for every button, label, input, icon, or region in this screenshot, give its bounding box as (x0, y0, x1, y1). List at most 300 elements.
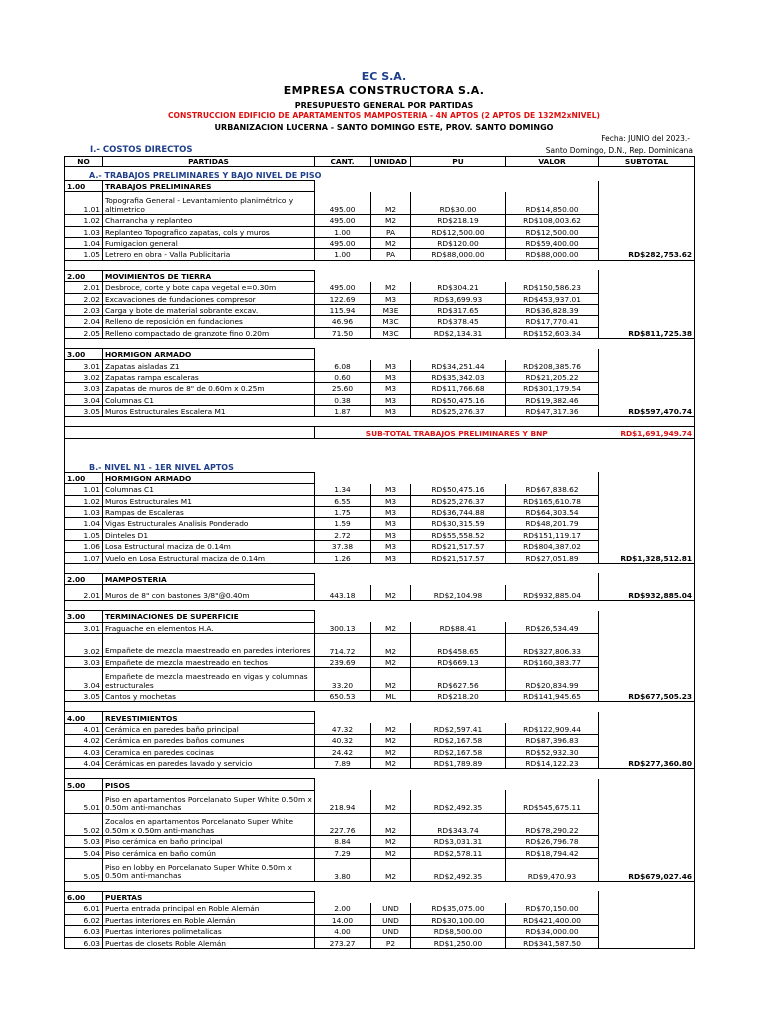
item-unit: M3 (371, 529, 411, 540)
item-unit-price: RD$3,031.31 (411, 836, 506, 847)
item-description: Muros Estructurales M1 (103, 495, 315, 506)
table-row (65, 237, 695, 248)
item-value: RD$87,396.83 (506, 735, 599, 746)
item-quantity: 650.53 (315, 691, 371, 702)
item-unit: M2 (371, 237, 411, 248)
item-quantity: 7.29 (315, 847, 371, 858)
item-number: 6.02 (65, 914, 103, 925)
table-row (65, 903, 695, 914)
item-value: RD$67,838.62 (506, 484, 599, 495)
table-row (65, 552, 695, 563)
category-name: MAMPOSTERIA (103, 573, 315, 584)
spacer-row (65, 563, 695, 573)
item-value: RD$208,385.76 (506, 360, 599, 371)
empty-cell (65, 601, 695, 611)
item-unit-price: RD$50,475.16 (411, 394, 506, 405)
item-description: Cerámica en paredes baño principal (103, 723, 315, 734)
item-unit-price: RD$12,500.00 (411, 226, 506, 237)
item-unit: M3 (371, 518, 411, 529)
table-row (65, 758, 695, 769)
item-description: Zapatas aisladas Z1 (103, 360, 315, 371)
item-value: RD$453,937.01 (506, 293, 599, 304)
item-number: 1.07 (65, 552, 103, 563)
empty-cell (315, 349, 599, 360)
item-description: Letrero en obra - Valla Publicitaria (103, 249, 315, 260)
item-value: RD$341,587.50 (506, 937, 599, 948)
document-title: PRESUPUESTO GENERAL POR PARTIDAS (294, 101, 474, 110)
spacer-row (65, 601, 695, 611)
table-row (65, 192, 695, 215)
item-subtotal (599, 394, 695, 405)
document-place: Santo Domingo, D.N., Rep. Dominicana (545, 146, 693, 155)
table-row (65, 668, 695, 691)
column-header: SUBTOTAL (599, 157, 695, 167)
item-value: RD$804,387.02 (506, 541, 599, 552)
item-quantity: 0.38 (315, 394, 371, 405)
item-description: Cerámicas en paredes lavado y servicio (103, 758, 315, 769)
spacer-row (65, 448, 695, 458)
item-unit: M3 (371, 293, 411, 304)
item-unit: M2 (371, 656, 411, 667)
item-quantity: 1.87 (315, 406, 371, 417)
table-row (65, 529, 695, 540)
category-name: HORMIGON ARMADO (103, 472, 315, 483)
item-quantity: 714.72 (315, 634, 371, 657)
item-subtotal (599, 282, 695, 293)
item-unit: M3 (371, 507, 411, 518)
item-value: RD$9,470.93 (506, 859, 599, 882)
item-unit: M3 (371, 394, 411, 405)
item-unit: UND (371, 903, 411, 914)
category-number: 3.00 (65, 611, 103, 622)
item-number: 2.04 (65, 316, 103, 327)
column-header: VALOR (506, 157, 599, 167)
item-number: 2.03 (65, 304, 103, 315)
item-value: RD$122,909.44 (506, 723, 599, 734)
section-heading-row (65, 458, 695, 472)
item-unit-price: RD$55,558.52 (411, 529, 506, 540)
item-number: 4.03 (65, 746, 103, 757)
category-name: TERMINACIONES DE SUPERFICIE (103, 611, 315, 622)
item-unit: M2 (371, 622, 411, 633)
table-row (65, 836, 695, 847)
item-quantity: 2.00 (315, 903, 371, 914)
item-number: 3.01 (65, 360, 103, 371)
item-quantity: 1.59 (315, 518, 371, 529)
empty-cell (315, 611, 599, 622)
item-quantity: 24.42 (315, 746, 371, 757)
item-unit-price: RD$2,492.35 (411, 790, 506, 813)
item-description: Carga y bote de material sobrante excav. (103, 304, 315, 315)
item-subtotal (599, 541, 695, 552)
item-unit-price: RD$378.45 (411, 316, 506, 327)
empty-cell (315, 472, 599, 483)
item-subtotal: RD$679,027.46 (599, 859, 695, 882)
table-row (65, 226, 695, 237)
item-value: RD$151,119.17 (506, 529, 599, 540)
item-quantity: 239.69 (315, 656, 371, 667)
item-value: RD$932,885.04 (506, 585, 599, 601)
item-unit: PA (371, 249, 411, 260)
item-unit-price: RD$30,100.00 (411, 914, 506, 925)
item-description: Rampas de Escaleras (103, 507, 315, 518)
item-quantity: 33.20 (315, 668, 371, 691)
subtotal-cell (599, 779, 695, 790)
item-description: Losa Estructural maciza de 0.14m (103, 541, 315, 552)
item-value: RD$421,400.00 (506, 914, 599, 925)
empty-cell (315, 270, 599, 281)
item-unit-price: RD$218.20 (411, 691, 506, 702)
item-unit: M3C (371, 327, 411, 338)
category-name: PUERTAS (103, 891, 315, 902)
item-description: Zapatas de muros de 8" de 0.60m x 0.25m (103, 383, 315, 394)
empty-cell (65, 260, 695, 270)
item-description: Empañete de mezcla maestreado en vigas y columnas estructurales (103, 668, 315, 691)
item-number: 1.02 (65, 495, 103, 506)
item-subtotal (599, 668, 695, 691)
spacer-row (65, 769, 695, 779)
empty-cell (65, 702, 695, 712)
category-row (65, 181, 695, 192)
item-value: RD$27,051.89 (506, 552, 599, 563)
item-description: Relleno de reposición en fundaciones (103, 316, 315, 327)
empty-cell (65, 438, 695, 448)
table-row (65, 406, 695, 417)
item-value: RD$301,179.54 (506, 383, 599, 394)
item-value: RD$17,770.41 (506, 316, 599, 327)
item-unit: M2 (371, 758, 411, 769)
item-description: Muros Estructurales Escalera M1 (103, 406, 315, 417)
section-title: I.- COSTOS DIRECTOS (90, 145, 193, 155)
item-description: Puertas interiores polimetalicas (103, 926, 315, 937)
item-description: Topografia General - Levantamiento planimétrico y altimetrico (103, 192, 315, 215)
item-quantity: 218.94 (315, 790, 371, 813)
category-number: 1.00 (65, 181, 103, 192)
item-quantity: 3.80 (315, 859, 371, 882)
item-description: Ceramica en paredes cocinas (103, 746, 315, 757)
item-value: RD$14,850.00 (506, 192, 599, 215)
item-description: Piso cerámica en baño común (103, 847, 315, 858)
item-description: Charrancha y replanteo (103, 215, 315, 226)
item-number: 3.04 (65, 668, 103, 691)
item-unit-price: RD$627.56 (411, 668, 506, 691)
item-description: Zocalos en apartamentos Porcelanato Super White 0.50m x 0.50m anti-manchas (103, 813, 315, 836)
section-subtotal-label: SUB-TOTAL TRABAJOS PRELIMINARES Y BNP (315, 427, 599, 438)
table-row (65, 735, 695, 746)
table-row (65, 937, 695, 948)
item-subtotal (599, 903, 695, 914)
item-quantity: 495.00 (315, 282, 371, 293)
table-row (65, 691, 695, 702)
item-quantity: 40.32 (315, 735, 371, 746)
empty-cell (315, 779, 599, 790)
item-quantity: 1.75 (315, 507, 371, 518)
item-unit-price: RD$1,250.00 (411, 937, 506, 948)
item-number: 3.05 (65, 691, 103, 702)
subtotal-cell (599, 712, 695, 723)
item-unit-price: RD$25,276.37 (411, 406, 506, 417)
table-row (65, 249, 695, 260)
item-quantity: 1.00 (315, 249, 371, 260)
item-number: 1.03 (65, 226, 103, 237)
item-value: RD$59,400.00 (506, 237, 599, 248)
item-description: Zapatas rampa escaleras (103, 371, 315, 382)
category-name: HORMIGON ARMADO (103, 349, 315, 360)
item-number: 2.01 (65, 585, 103, 601)
item-unit: M2 (371, 634, 411, 657)
category-name: TRABAJOS PRELIMINARES (103, 181, 315, 192)
item-value: RD$88,000.00 (506, 249, 599, 260)
item-number: 4.04 (65, 758, 103, 769)
item-quantity: 37.38 (315, 541, 371, 552)
item-unit: M2 (371, 859, 411, 882)
item-unit-price: RD$21,517.57 (411, 552, 506, 563)
item-value: RD$20,834.99 (506, 668, 599, 691)
item-subtotal (599, 723, 695, 734)
item-subtotal: RD$1,328,512.81 (599, 552, 695, 563)
category-name: REVESTIMIENTOS (103, 712, 315, 723)
column-header: UNIDAD (371, 157, 411, 167)
item-number: 1.06 (65, 541, 103, 552)
item-subtotal: RD$597,470.74 (599, 406, 695, 417)
item-quantity: 443.18 (315, 585, 371, 601)
item-unit: M3 (371, 406, 411, 417)
item-description: Vigas Estructurales Analisis Ponderado (103, 518, 315, 529)
category-number: 2.00 (65, 270, 103, 281)
item-unit-price: RD$88,000.00 (411, 249, 506, 260)
item-quantity: 122.69 (315, 293, 371, 304)
table-row (65, 847, 695, 858)
item-description: Cantos y mochetas (103, 691, 315, 702)
column-header: PARTIDAS (103, 157, 315, 167)
table-row (65, 484, 695, 495)
table-row (65, 926, 695, 937)
item-unit-price: RD$343.74 (411, 813, 506, 836)
item-value: RD$78,290.22 (506, 813, 599, 836)
table-row (65, 622, 695, 633)
table-row (65, 507, 695, 518)
item-subtotal (599, 836, 695, 847)
table-row (65, 316, 695, 327)
item-description: Replanteo Topografico zapatas, cols y muros (103, 226, 315, 237)
item-unit-price: RD$2,104.98 (411, 585, 506, 601)
item-unit: M2 (371, 813, 411, 836)
company-short-name: EC S.A. (361, 70, 407, 83)
item-quantity: 273.27 (315, 937, 371, 948)
item-unit: M2 (371, 585, 411, 601)
subtotal-cell (599, 181, 695, 192)
item-unit: M2 (371, 723, 411, 734)
table-row (65, 914, 695, 925)
item-unit-price: RD$34,251.44 (411, 360, 506, 371)
empty-cell (315, 712, 599, 723)
section-heading-row (65, 167, 695, 181)
item-number: 3.03 (65, 656, 103, 667)
category-number: 3.00 (65, 349, 103, 360)
item-quantity: 1.00 (315, 226, 371, 237)
item-description: Fraguache en elementos H.A. (103, 622, 315, 633)
empty-cell (65, 448, 695, 458)
item-value: RD$70,150.00 (506, 903, 599, 914)
item-subtotal (599, 926, 695, 937)
item-number: 3.04 (65, 394, 103, 405)
item-subtotal (599, 847, 695, 858)
item-value: RD$26,796.78 (506, 836, 599, 847)
item-unit: M2 (371, 215, 411, 226)
item-quantity: 1.26 (315, 552, 371, 563)
section-heading: A.- TRABAJOS PRELIMINARES Y BAJO NIVEL DE PISO (65, 167, 695, 181)
item-subtotal: RD$811,725.38 (599, 327, 695, 338)
item-unit: M3C (371, 316, 411, 327)
category-row (65, 779, 695, 790)
item-subtotal (599, 735, 695, 746)
item-quantity: 8.84 (315, 836, 371, 847)
empty-cell (65, 563, 695, 573)
item-value: RD$108,003.62 (506, 215, 599, 226)
item-quantity: 300.13 (315, 622, 371, 633)
item-number: 5.01 (65, 790, 103, 813)
table-row (65, 790, 695, 813)
item-quantity: 47.32 (315, 723, 371, 734)
item-unit-price: RD$458.65 (411, 634, 506, 657)
item-number: 3.01 (65, 622, 103, 633)
item-unit: M3 (371, 383, 411, 394)
item-subtotal (599, 656, 695, 667)
item-unit: M2 (371, 282, 411, 293)
item-number: 3.02 (65, 634, 103, 657)
item-subtotal (599, 495, 695, 506)
item-unit: M3 (371, 484, 411, 495)
item-description: Empañete de mezcla maestreado en paredes interiores (103, 634, 315, 657)
item-unit-price: RD$2,578.11 (411, 847, 506, 858)
item-number: 1.04 (65, 237, 103, 248)
item-value: RD$36,828.39 (506, 304, 599, 315)
category-row (65, 270, 695, 281)
spacer-row (65, 260, 695, 270)
item-value: RD$14,122.23 (506, 758, 599, 769)
category-number: 1.00 (65, 472, 103, 483)
item-description: Piso en apartamentos Porcelanato Super White 0.50m x 0.50m anti-manchas (103, 790, 315, 813)
item-subtotal (599, 937, 695, 948)
empty-cell (65, 417, 695, 427)
item-number: 2.01 (65, 282, 103, 293)
item-description: Excavaciones de fundaciones compresor (103, 293, 315, 304)
table-row (65, 327, 695, 338)
item-unit-price: RD$50,475.16 (411, 484, 506, 495)
item-unit-price: RD$218.19 (411, 215, 506, 226)
item-number: 1.05 (65, 529, 103, 540)
item-subtotal (599, 383, 695, 394)
item-unit-price: RD$88.41 (411, 622, 506, 633)
table-row (65, 518, 695, 529)
table-row (65, 215, 695, 226)
subtotal-cell (599, 349, 695, 360)
item-subtotal (599, 293, 695, 304)
item-number: 6.01 (65, 903, 103, 914)
spacer-row (65, 438, 695, 448)
category-number: 6.00 (65, 891, 103, 902)
subtotal-cell (599, 611, 695, 622)
table-row (65, 723, 695, 734)
category-row (65, 611, 695, 622)
item-description: Fumigacion general (103, 237, 315, 248)
item-description: Puertas de closets Roble Alemán (103, 937, 315, 948)
item-unit-price: RD$35,075.00 (411, 903, 506, 914)
item-unit: M2 (371, 735, 411, 746)
item-number: 1.01 (65, 192, 103, 215)
item-description: Desbroce, corte y bote capa vegetal e=0.30m (103, 282, 315, 293)
item-subtotal (599, 371, 695, 382)
empty-cell (315, 573, 599, 584)
item-description: Cerámica en paredes baños comunes (103, 735, 315, 746)
item-number: 5.03 (65, 836, 103, 847)
column-header: PU (411, 157, 506, 167)
item-value: RD$545,675.11 (506, 790, 599, 813)
item-quantity: 6.55 (315, 495, 371, 506)
item-unit: M3 (371, 360, 411, 371)
table-row (65, 746, 695, 757)
item-description: Columnas C1 (103, 394, 315, 405)
table-row (65, 293, 695, 304)
item-value: RD$18,794.42 (506, 847, 599, 858)
item-value: RD$64,303.54 (506, 507, 599, 518)
subtotal-cell (599, 573, 695, 584)
empty-cell (315, 181, 599, 192)
item-value: RD$327,806.33 (506, 634, 599, 657)
item-subtotal (599, 237, 695, 248)
item-value: RD$165,610.78 (506, 495, 599, 506)
document-date: Fecha: JUNIO del 2023.- (601, 134, 690, 143)
category-number: 4.00 (65, 712, 103, 723)
item-quantity: 495.00 (315, 237, 371, 248)
item-number: 1.02 (65, 215, 103, 226)
spacer-row (65, 881, 695, 891)
item-quantity: 14.00 (315, 914, 371, 925)
item-value: RD$152,603.34 (506, 327, 599, 338)
item-quantity: 6.08 (315, 360, 371, 371)
item-unit-price: RD$2,167.58 (411, 746, 506, 757)
item-value: RD$150,586.23 (506, 282, 599, 293)
item-number: 1.03 (65, 507, 103, 518)
category-number: 5.00 (65, 779, 103, 790)
empty-cell (65, 769, 695, 779)
item-quantity: 115.94 (315, 304, 371, 315)
item-subtotal: RD$282,753.62 (599, 249, 695, 260)
empty-cell (65, 427, 315, 438)
item-unit-price: RD$11,766.68 (411, 383, 506, 394)
item-value: RD$52,932.30 (506, 746, 599, 757)
section-heading: B.- NIVEL N1 - 1ER NIVEL APTOS (65, 458, 695, 472)
item-unit-price: RD$25,276.37 (411, 495, 506, 506)
item-number: 1.04 (65, 518, 103, 529)
item-subtotal (599, 634, 695, 657)
item-number: 5.04 (65, 847, 103, 858)
item-value: RD$160,383.77 (506, 656, 599, 667)
item-unit: M2 (371, 746, 411, 757)
item-quantity: 4.00 (315, 926, 371, 937)
project-title: CONSTRUCCION EDIFICIO DE APARTAMENTOS MAMPOSTERIA - 4N APTOS (2 APTOS DE 132M2xNIVEL) (167, 111, 601, 120)
item-subtotal (599, 192, 695, 215)
item-subtotal: RD$932,885.04 (599, 585, 695, 601)
spacer-row (65, 417, 695, 427)
item-number: 3.03 (65, 383, 103, 394)
empty-cell (315, 891, 599, 902)
item-quantity: 495.00 (315, 192, 371, 215)
spacer-row (65, 702, 695, 712)
item-unit: UND (371, 926, 411, 937)
item-subtotal (599, 529, 695, 540)
category-row (65, 573, 695, 584)
